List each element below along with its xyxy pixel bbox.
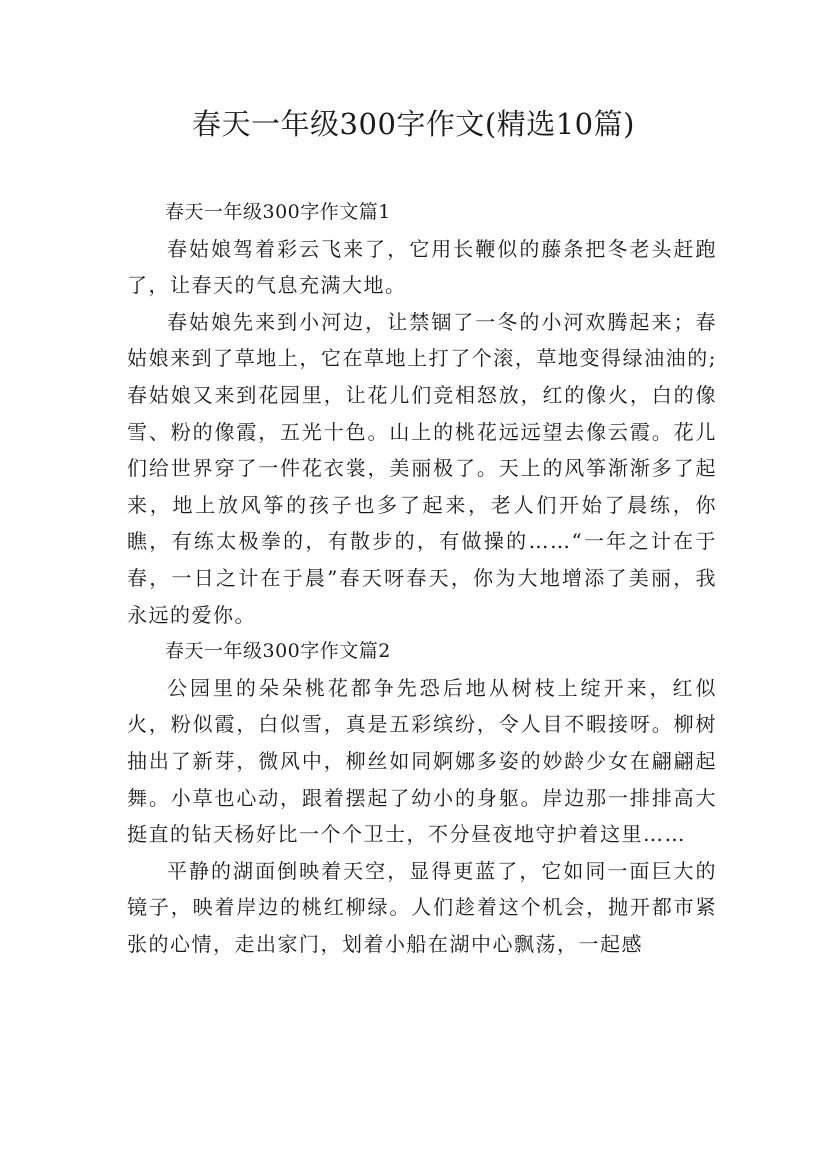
- paragraph: 公园里的朵朵桃花都争先恐后地从树枝上绽开来，红似火，粉似霞，白似雪，真是五彩缤纷，令人目不暇接呀。柳树抽出了新芽，微风中，柳丝如同婀娜多姿的妙龄少女在翩翩起舞。小草也心动，跟着摆起了幼小的身躯。岸边那一排排高大挺直的钻天杨好比一个个卫士，不分昼夜地守护着这里……: [127, 675, 717, 847]
- document-body: [127, 194, 717, 962]
- section-heading-2: 春天一年级300字作文篇2: [165, 640, 391, 663]
- paragraph: 春姑娘先来到小河边，让禁锢了一冬的小河欢腾起来；春姑娘来到了草地上，它在草地上打了个滚，草地变得绿油油的;春姑娘又来到花园里，让花儿们竞相怒放，红的像火，白的像雪、粉的像霞，五光十色。山上的桃花远远望去像云霞。花儿们给世界穿了一件花衣裳，美丽极了。天上的风筝渐渐多了起来，地上放风筝的孩子也多了起来，老人们开始了晨练，你瞧，有练太极拳的，有散步的，有做操的……“一年之计在于春，一日之计在于晨”春天呀春天，你为大地增添了美丽，我永远的爱你。: [127, 309, 717, 627]
- paragraph: 春姑娘驾着彩云飞来了，它用长鞭似的藤条把冬老头赶跑了，让春天的气息充满大地。: [127, 236, 717, 298]
- paragraph: 平静的湖面倒映着天空，显得更蓝了，它如同一面巨大的镜子，映着岸边的桃红柳绿。人们趁着这个机会，抛开都市紧张的心情，走出家门，划着小船在湖中心飘荡，一起感: [127, 858, 717, 956]
- section-heading-1: 春天一年级300字作文篇1: [165, 201, 391, 223]
- document-title: 春天一年级300字作文(精选10篇): [192, 107, 635, 141]
